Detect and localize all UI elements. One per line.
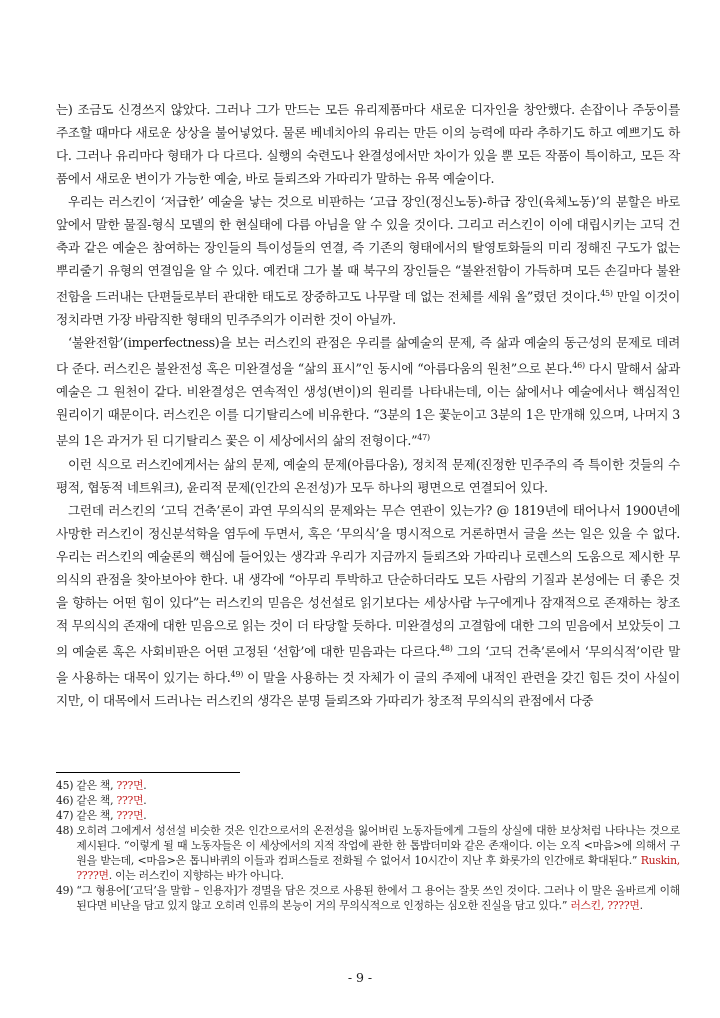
footnote-page-ref: ???면 [116,779,144,792]
footnote-ref-46: 46) [572,361,585,371]
footnote-number: 46) [56,794,77,807]
footnote-page-ref: 러스킨, ????면 [570,899,640,912]
paragraph-2: 우리는 러스킨이 ‘저급한’ 예술을 낳는 것으로 비판하는 ‘고급 장인(정신노동)-하급 장인(육체노동)’의 분할은 바로 앞에서 말한 물질-형식 모델의 한 현실태에 다름 아님을 알 수 있을 것이다. 그리고 러스킨이 이에 대립시키는 고딕 건축과 같은 예술은 참여하는 장인들의 특이성들의 연결, 즉 기존의 형태에서의 탈영토화들의 미리 정해진 구도가 없는 뿌리줄기 유형의 연결임을 알 수 있다. 예컨대 그가 볼 때 북구의 장인들은 “불완전함이 가득하며 모든 손길마다 불완전함을 드러내는 단편들로부터 관대한 태도로 장중하고도 나무랄 데 없는 전체를 세워 올”렸던 것이다.$^{45)}$ 만일 이것이 정치라면 가장 바람직한 형태의 민주주의가 이러한 것이 아닐까. [56,194,680,328]
footnote-text: 같은 책, ???면. [76,779,147,792]
page-number: - 9 - [347,970,373,985]
footnote-text: 오히려 그에게서 성선설 비슷한 것은 인간으로서의 온전성을 잃어버린 노동자들에게 그들의 상실에 대한 보상처럼 나타나는 것으로 제시된다. “이렇게 될 때 노동자들은 이 세상에서의 지적 작업에 관한 한 톱밥더미와 같은 존재이다. 이는 오직 <마음>에 의해서 구원을 받는데, <마음>은 톱니바퀴의 이들과 컴퍼스들로 전화될 수 없어서 10시간이 지난 후 화롯가의 인간애로 확대된다.” Ruskin, ????면. 이는 러스킨이 지향하는 바가 아니다. [76,824,680,882]
footnote-number: 45) [56,779,77,792]
footnote-45 [56,778,680,793]
footnote-48 [56,823,680,883]
footnote-divider [56,772,240,773]
footnote-47 [56,808,680,823]
paragraph-4: 이런 식으로 러스킨에게서는 삶의 문제, 예술의 문제(아름다움), 정치적 문제(진정한 민주주의 즉 특이한 것들의 수평적, 협동적 네트워크), 윤리적 문제(인간의 온전성)가 모두 하나의 평면으로 연결되어 있다. [56,456,680,495]
footnote-46 [56,793,680,808]
footnote-page-ref: ???면 [116,794,144,807]
body-text [56,98,680,712]
paragraph-3: ‘불완전함’(imperfectness)을 보는 러스킨의 관점은 우리를 삶예술의 문제, 즉 삶과 예술의 동근성의 문제로 데려다 준다. 러스킨은 불완전성 혹은 미완결성을 “삶의 표시”인 동시에 “아름다움의 원천”으로 본다.$^{46)}$ 다시 말해서 삶과 예술은 그 원천이 같다. 비완결성은 연속적인 생성(변이)의 원리를 나타내는데, 이는 삶에서나 예술에서나 핵심적인 원리이기 때문이다. 러스킨은 이를 디기탈리스에 비유한다. “3분의 1은 꽃눈이고 3분의 1은 만개해 있으며, 나머지 3분의 1은 과거가 된 디기탈리스 꽃은 이 세상에서의 삶의 전형이다.”$^{47)}$ [56,335,680,449]
footnote-ref-48: 48) [440,643,453,653]
footnotes [56,778,680,913]
footnote-page-ref: ???면 [116,809,144,822]
footnote-ref-45: 45) [600,289,613,298]
footnote-text: “그 형용어[‘고딕’을 말함 – 인용자]가 경멸을 담은 것으로 사용된 한에서 그 용어는 잘못 쓰인 것이다. 그러나 이 말은 올바르게 이해된다면 비난을 담고 있지 않고 오히려 인류의 본능이 거의 무의식적으로 인정하는 심오한 진실을 담고 있다.” 러스킨, ????면. [76,884,680,912]
paragraph-5: 그런데 러스킨의 ‘고딕 건축’론이 과연 무의식의 문제와는 무슨 연관이 있는가? @ 1819년에 태어나서 1900년에 사망한 러스킨이 정신분석학을 염두에 두면서, 혹은 ‘무의식’을 명시적으로 거론하면서 글을 쓰는 일은 있을 수 없다. 우리는 러스킨의 예술론의 핵심에 들어있는 생각과 우리가 지금까지 들뢰즈와 가따리나 로렌스의 도움으로 제시한 무의식의 관점을 찾아보아야 한다. 내 생각에 “아무리 투박하고 단순하더라도 모든 사람의 기질과 본성에는 더 좋은 것을 향하는 어떤 힘이 있다”는 러스킨의 믿음은 성선설로 읽기보다는 세상사람 누구에게나 잠재적으로 존재하는 창조적 무의식의 존재에 대한 믿음으로 읽는 것이 더 타당할 듯하다. 미완결성의 고결함에 대한 그의 믿음에서 보았듯이 그의 예술론 혹은 사회비판은 어떤 고정된 ‘선함’에 대한 믿음과는 다르다.$^{48)}$ 그의 ‘고딕 건축’론에서 ‘무의식적’이란 말을 사용하는 대목이 있기는 하다.$^{49)}$ 이 말을 사용하는 것 자체가 이 글의 주제에 내적인 관련을 갖긴 힘든 것이 사실이지만, 이 대목에서 드러나는 러스킨의 생각은 분명 들뢰즈와 가따리가 창조적 무의식의 관점에서 다중 [56,502,681,708]
footnote-page-ref: Ruskin, ????면 [76,854,680,882]
paragraph-1: 는) 조금도 신경쓰지 않았다. 그러나 그가 만드는 모든 유리제품마다 새로운 디자인을 창안했다. 손잡이나 주둥이를 주조할 때마다 새로운 상상을 불어넣었다. 물론 베네치아의 유리는 만든 이의 능력에 따라 추하기도 하고 예쁘기도 하다. 그러나 유리마다 형태가 다 다르다. 실행의 숙련도나 완결성에서만 차이가 있을 뿐 모든 작품이 특이하고, 모든 작품에서 새로운 변이가 가능한 예술, 바로 들뢰즈와 가따리가 말하는 유목 예술이다. [56,102,680,186]
footnote-number: 49) [56,884,77,897]
footnote-ref-49: 49) [230,669,244,679]
footnote-text: 같은 책, ???면. [76,794,147,807]
footnote-number: 47) [56,809,77,822]
footnote-49 [56,883,680,913]
footnote-ref-47: 47) [417,433,430,443]
footnote-number: 48) [56,824,77,837]
footnote-text: 같은 책, ???면. [76,809,147,822]
